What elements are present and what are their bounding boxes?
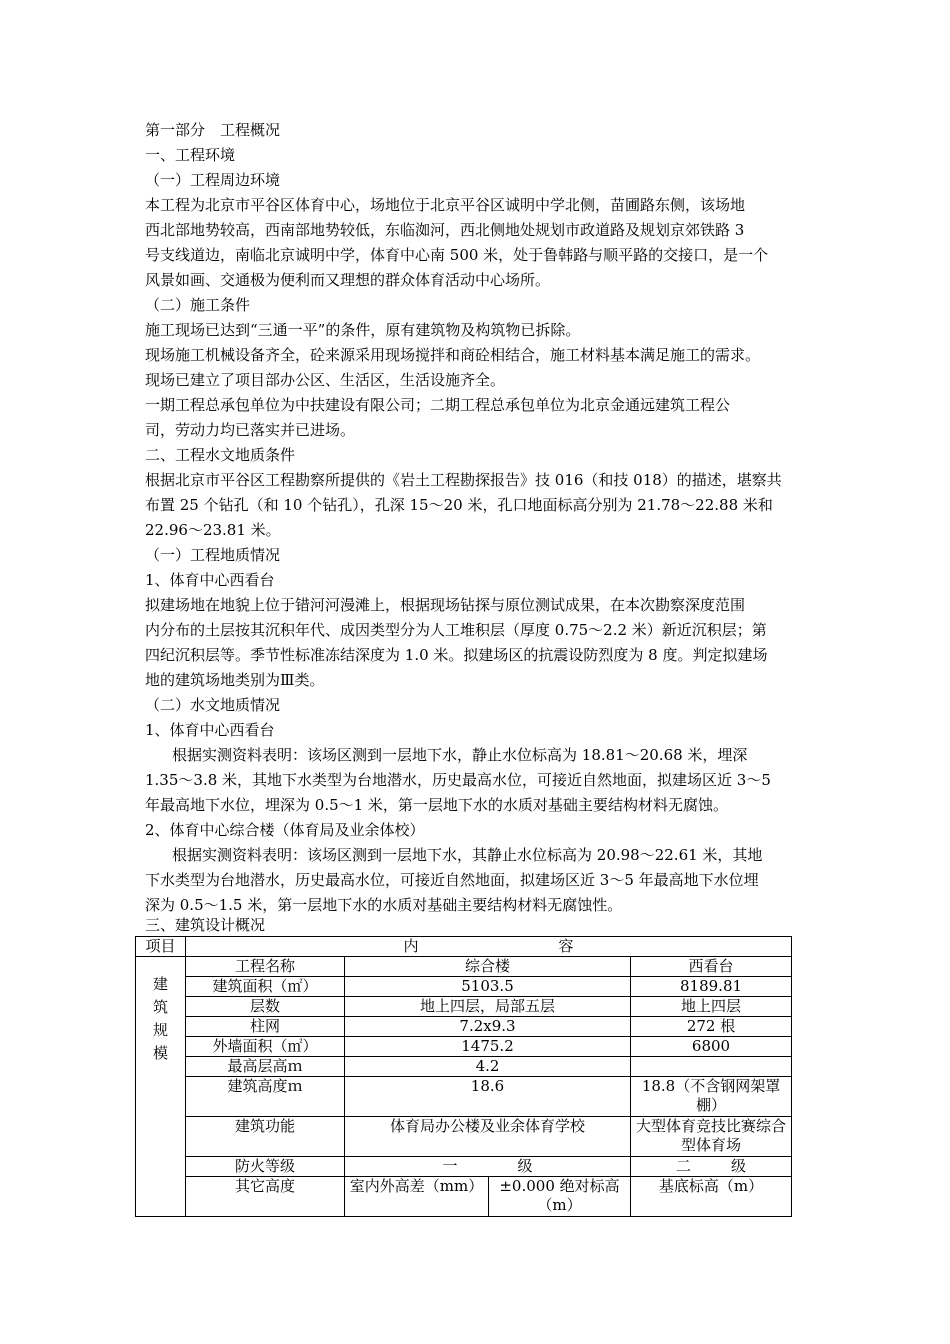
paragraph-line: 一期工程总承包单位为中扶建设有限公司；二期工程总承包单位为北京金通远建筑工程公 (145, 396, 731, 414)
fire-rating-complex (345, 1157, 631, 1177)
paragraph-line: 1.35～3.8 米，其地下水类型为台地潜水，历史最高水位，可接近自然地面，拟建场区近 3～5 (145, 771, 771, 789)
row-label: 柱网 (186, 1017, 345, 1037)
paragraph-line: 风景如画、交通极为便利而又理想的群众体育活动中心场所。 (145, 271, 551, 289)
row-value-stand: 6800 (631, 1037, 792, 1057)
row-label: 最高层高ｍ (186, 1057, 345, 1077)
table-row (136, 997, 792, 1017)
section-heading-environment: 一、工程环境 (145, 146, 236, 164)
paragraph-line: 西北部地势较高，西南部地势较低，东临洳河，西北侧地处规划市政道路及规划京郊铁路 3 (145, 221, 745, 239)
row-label: 建筑功能 (186, 1117, 345, 1157)
row-value-complex: 7.2x9.3 (345, 1017, 631, 1037)
paragraph-line: 本工程为北京市平谷区体育中心，场地位于北京平谷区诚明中学北侧，苗圃路东侧，该场地 (145, 196, 746, 214)
design-overview-table (135, 936, 792, 1217)
row-label: 工程名称 (186, 957, 345, 977)
paragraph-line: 根据实测资料表明：该场区测到一层地下水，静止水位标高为 18.81～20.68 米，埋深 (172, 746, 748, 764)
other-height-indoor-outdoor: 室内外高差（mm） (345, 1177, 489, 1217)
fire-rating-char: 级 (731, 1157, 747, 1175)
fire-rating-char: 二 (676, 1157, 692, 1175)
subheading-geology: （一）工程地质情况 (145, 546, 281, 564)
row-label: 外墙面积（㎡） (186, 1037, 345, 1057)
list-item: 2、体育中心综合楼（体育局及业余体校） (145, 821, 425, 839)
table-row (136, 1057, 792, 1077)
fire-rating-stand (631, 1157, 792, 1177)
paragraph-line: 号支线道边，南临北京诚明中学，体育中心南 500 米，处于鲁韩路与顺平路的交接口，是一个 (145, 246, 769, 264)
fire-rating-char: 一 (442, 1157, 458, 1175)
list-item: 1、体育中心西看台 (145, 721, 275, 739)
other-height-absolute-elevation: ±0.000 绝对标高（m） (489, 1177, 631, 1217)
paragraph-line: 年最高地下水位，埋深为 0.5～1 米，第一层地下水的水质对基础主要结构材料无腐蚀。 (145, 796, 728, 814)
fire-rating-char: 级 (517, 1157, 533, 1175)
paragraph-line: 根据北京市平谷区工程勘察所提供的《岩土工程勘探报告》技 016（和技 018）的描述，堪察共 (145, 471, 782, 489)
table-row (136, 1037, 792, 1057)
subheading-surroundings: （一）工程周边环境 (145, 171, 281, 189)
subheading-construction-conditions: （二）施工条件 (145, 296, 251, 314)
row-label: 建筑高度ｍ (186, 1077, 345, 1117)
row-value-complex: 4.2 (345, 1057, 631, 1077)
section-heading-hydrogeology: 二、工程水文地质条件 (145, 446, 296, 464)
row-label: 防火等级 (186, 1157, 345, 1177)
header-item: 项目 (136, 937, 186, 957)
header-content-char: 内 (403, 937, 419, 955)
row-label: 层数 (186, 997, 345, 1017)
paragraph-line: 四纪沉积层等。季节性标准冻结深度为 1.0 米。拟建场区的抗震设防烈度为 8 度。判定拟建场 (145, 646, 768, 664)
row-value-stand: 西看台 (631, 957, 792, 977)
table-row (136, 1017, 792, 1037)
row-value-complex: 1475.2 (345, 1037, 631, 1057)
part-title: 第一部分 工程概况 (145, 121, 281, 139)
paragraph-line: 现场已建立了项目部办公区、生活区，生活设施齐全。 (145, 371, 506, 389)
row-value-complex: 综合楼 (345, 957, 631, 977)
paragraph-line: 深为 0.5～1.5 米，第一层地下水的水质对基础主要结构材料无腐蚀性。 (145, 896, 623, 914)
row-value-stand: 地上四层 (631, 997, 792, 1017)
paragraph-line: 根据实测资料表明：该场区测到一层地下水，其静止水位标高为 20.98～22.61 米，其地 (172, 846, 763, 864)
paragraph-line: 下水类型为台地潜水，历史最高水位，可接近自然地面，拟建场区近 3～5 年最高地下水位埋 (145, 871, 759, 889)
table-row (136, 977, 792, 997)
row-label: 建筑面积（㎡） (186, 977, 345, 997)
list-item: 1、体育中心西看台 (145, 571, 275, 589)
row-value-complex: 18.6 (345, 1077, 631, 1117)
group-label-building-scale: 建 筑 规 模 (136, 957, 186, 1217)
table-row (136, 1157, 792, 1177)
paragraph-line: 地的建筑场地类别为Ⅲ类。 (145, 671, 325, 689)
row-value-stand (631, 1057, 792, 1077)
paragraph-line: 22.96～23.81 米。 (145, 521, 281, 539)
table-row (136, 1077, 792, 1117)
header-content-char: 容 (558, 937, 574, 955)
section-heading-design: 三、建筑设计概况 (145, 916, 266, 934)
row-value-complex: 5103.5 (345, 977, 631, 997)
paragraph-line: 施工现场已达到“三通一平”的条件，原有建筑物及构筑物已拆除。 (145, 321, 581, 339)
other-height-base-elevation: 基底标高（m） (631, 1177, 792, 1217)
table-row (136, 957, 792, 977)
header-content (186, 937, 792, 957)
row-value-stand: 大型体育竞技比赛综合型体育场 (631, 1117, 792, 1157)
subheading-hydrology: （二）水文地质情况 (145, 696, 281, 714)
row-value-complex: 体育局办公楼及业余体育学校 (345, 1117, 631, 1157)
row-label: 其它高度 (186, 1177, 345, 1217)
row-value-stand: 272 根 (631, 1017, 792, 1037)
row-value-stand: 8189.81 (631, 977, 792, 997)
table-header-row (136, 937, 792, 957)
paragraph-line: 内分布的土层按其沉积年代、成因类型分为人工堆积层（厚度 0.75～2.2 米）新近沉积层；第 (145, 621, 767, 639)
paragraph-line: 现场施工机械设备齐全，砼来源采用现场搅拌和商砼相结合，施工材料基本满足施工的需求。 (145, 346, 761, 364)
paragraph-line: 司，劳动力均已落实并已进场。 (145, 421, 356, 439)
table-row (136, 1177, 792, 1217)
paragraph-line: 拟建场地在地貌上位于错河河漫滩上，根据现场钻探与原位测试成果，在本次勘察深度范围 (145, 596, 746, 614)
paragraph-line: 布置 25 个钻孔（和 10 个钻孔），孔深 15～20 米，孔口地面标高分别为 21.78～22.88 米和 (145, 496, 773, 514)
row-value-complex: 地上四层，局部五层 (345, 997, 631, 1017)
row-value-stand: 18.8（不含钢网架罩棚） (631, 1077, 792, 1117)
table-row (136, 1117, 792, 1157)
